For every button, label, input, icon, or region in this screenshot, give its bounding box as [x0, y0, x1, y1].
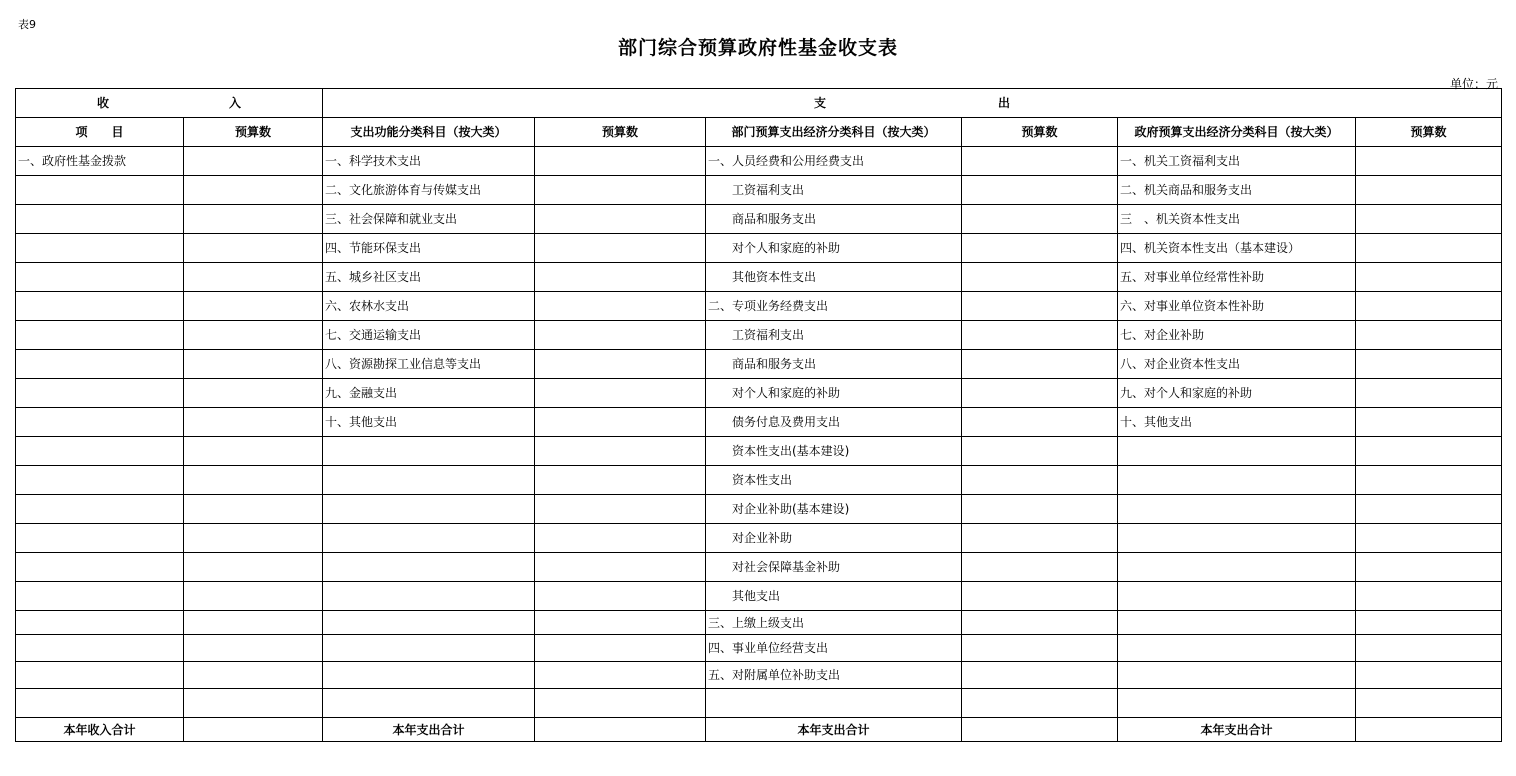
dept-econ-class-cell: 商品和服务支出: [706, 350, 962, 379]
function-budget-cell: [535, 582, 706, 611]
col-header-gov-econ-class: 政府预算支出经济分类科目（按大类）: [1118, 118, 1356, 147]
table-row: [16, 263, 1502, 292]
income-budget-cell: [184, 553, 323, 582]
gov-budget-cell: [1356, 582, 1502, 611]
function-class-cell: [323, 466, 535, 495]
income-item-cell: [16, 437, 184, 466]
income-item-cell: [16, 553, 184, 582]
income-item-cell: [16, 689, 184, 718]
function-class-cell: [323, 582, 535, 611]
expense-header-char-2: 出: [998, 96, 1011, 110]
table-row: [16, 350, 1502, 379]
function-budget-cell: [535, 263, 706, 292]
dept-budget-cell: [962, 321, 1118, 350]
gov-budget-cell: [1356, 495, 1502, 524]
income-item-cell: [16, 495, 184, 524]
income-item-cell: [16, 524, 184, 553]
function-budget-cell: [535, 147, 706, 176]
function-class-cell: [323, 689, 535, 718]
function-budget-cell: [535, 635, 706, 662]
dept-budget-cell: [962, 263, 1118, 292]
income-budget-cell: [184, 176, 323, 205]
gov-econ-class-cell: [1118, 524, 1356, 553]
gov-budget-cell: [1356, 611, 1502, 635]
col-header-item: 项 目: [16, 118, 184, 147]
dept-econ-class-cell: 四、事业单位经营支出: [706, 635, 962, 662]
income-budget-cell: [184, 466, 323, 495]
function-budget-cell: [535, 495, 706, 524]
income-item-cell: [16, 350, 184, 379]
income-budget-cell: [184, 234, 323, 263]
dept-budget-cell: [962, 147, 1118, 176]
gov-econ-class-cell: 四、机关资本性支出（基本建设）: [1118, 234, 1356, 263]
income-total-value: [184, 718, 323, 742]
dept-total-value: [962, 718, 1118, 742]
dept-econ-class-cell: 对个人和家庭的补助: [706, 379, 962, 408]
function-budget-cell: [535, 234, 706, 263]
function-class-cell: [323, 495, 535, 524]
income-budget-cell: [184, 321, 323, 350]
dept-econ-class-cell: 资本性支出(基本建设): [706, 437, 962, 466]
income-item-cell: [16, 466, 184, 495]
table-row: [16, 292, 1502, 321]
table-row: [16, 408, 1502, 437]
col-header-budget-income: 预算数: [184, 118, 323, 147]
function-total-value: [535, 718, 706, 742]
gov-budget-cell: [1356, 263, 1502, 292]
dept-budget-cell: [962, 524, 1118, 553]
function-class-cell: [323, 553, 535, 582]
table-row: [16, 582, 1502, 611]
gov-budget-cell: [1356, 205, 1502, 234]
dept-budget-cell: [962, 553, 1118, 582]
budget-table: [15, 88, 1502, 742]
income-budget-cell: [184, 662, 323, 689]
dept-econ-class-cell: 一、人员经费和公用经费支出: [706, 147, 962, 176]
function-class-cell: [323, 437, 535, 466]
income-item-cell: [16, 582, 184, 611]
table-row: [16, 635, 1502, 662]
dept-econ-class-cell: 其他资本性支出: [706, 263, 962, 292]
dept-budget-cell: [962, 176, 1118, 205]
gov-econ-class-cell: 二、机关商品和服务支出: [1118, 176, 1356, 205]
function-budget-cell: [535, 321, 706, 350]
table-row: [16, 176, 1502, 205]
dept-budget-cell: [962, 205, 1118, 234]
function-class-cell: 一、科学技术支出: [323, 147, 535, 176]
gov-budget-cell: [1356, 321, 1502, 350]
dept-total-label: 本年支出合计: [706, 718, 962, 742]
function-class-cell: [323, 662, 535, 689]
dept-budget-cell: [962, 379, 1118, 408]
income-budget-cell: [184, 524, 323, 553]
dept-budget-cell: [962, 662, 1118, 689]
gov-total-label: 本年支出合计: [1118, 718, 1356, 742]
income-item-cell: [16, 234, 184, 263]
gov-budget-cell: [1356, 408, 1502, 437]
income-budget-cell: [184, 635, 323, 662]
function-budget-cell: [535, 292, 706, 321]
income-budget-cell: [184, 350, 323, 379]
function-budget-cell: [535, 553, 706, 582]
dept-budget-cell: [962, 234, 1118, 263]
col-header-budget-function: 预算数: [535, 118, 706, 147]
function-budget-cell: [535, 176, 706, 205]
gov-budget-cell: [1356, 524, 1502, 553]
col-header-budget-dept: 预算数: [962, 118, 1118, 147]
gov-econ-class-cell: [1118, 635, 1356, 662]
income-budget-cell: [184, 495, 323, 524]
dept-budget-cell: [962, 437, 1118, 466]
function-class-cell: 三、社会保障和就业支出: [323, 205, 535, 234]
gov-econ-class-cell: [1118, 611, 1356, 635]
gov-econ-class-cell: 三 、机关资本性支出: [1118, 205, 1356, 234]
expense-group-header: [323, 89, 1502, 118]
income-item-cell: [16, 176, 184, 205]
gov-budget-cell: [1356, 553, 1502, 582]
function-budget-cell: [535, 611, 706, 635]
dept-econ-class-cell: 对社会保障基金补助: [706, 553, 962, 582]
dept-budget-cell: [962, 408, 1118, 437]
income-header-char-1: 收: [96, 96, 109, 110]
income-budget-cell: [184, 205, 323, 234]
dept-econ-class-cell: 三、上缴上级支出: [706, 611, 962, 635]
income-budget-cell: [184, 263, 323, 292]
income-budget-cell: [184, 611, 323, 635]
function-class-cell: 五、城乡社区支出: [323, 263, 535, 292]
gov-econ-class-cell: [1118, 553, 1356, 582]
gov-econ-class-cell: 一、机关工资福利支出: [1118, 147, 1356, 176]
dept-budget-cell: [962, 635, 1118, 662]
gov-econ-class-cell: 六、对事业单位资本性补助: [1118, 292, 1356, 321]
gov-budget-cell: [1356, 662, 1502, 689]
gov-budget-cell: [1356, 437, 1502, 466]
function-class-cell: 七、交通运输支出: [323, 321, 535, 350]
function-class-cell: [323, 611, 535, 635]
table-row: [16, 611, 1502, 635]
dept-budget-cell: [962, 582, 1118, 611]
function-budget-cell: [535, 408, 706, 437]
dept-econ-class-cell: 资本性支出: [706, 466, 962, 495]
gov-econ-class-cell: [1118, 466, 1356, 495]
dept-econ-class-cell: 工资福利支出: [706, 176, 962, 205]
table-row: [16, 321, 1502, 350]
income-budget-cell: [184, 292, 323, 321]
gov-econ-class-cell: 五、对事业单位经常性补助: [1118, 263, 1356, 292]
gov-budget-cell: [1356, 379, 1502, 408]
gov-econ-class-cell: [1118, 662, 1356, 689]
col-header-function-class: 支出功能分类科目（按大类）: [323, 118, 535, 147]
table-row: [16, 379, 1502, 408]
gov-budget-cell: [1356, 176, 1502, 205]
income-budget-cell: [184, 379, 323, 408]
income-total-label: 本年收入合计: [16, 718, 184, 742]
dept-econ-class-cell: 债务付息及费用支出: [706, 408, 962, 437]
dept-econ-class-cell: 其他支出: [706, 582, 962, 611]
function-budget-cell: [535, 662, 706, 689]
table-row: [16, 205, 1502, 234]
income-budget-cell: [184, 408, 323, 437]
gov-econ-class-cell: 七、对企业补助: [1118, 321, 1356, 350]
function-class-cell: 六、农林水支出: [323, 292, 535, 321]
table-row: [16, 689, 1502, 718]
income-item-cell: [16, 292, 184, 321]
dept-econ-class-cell: 对企业补助: [706, 524, 962, 553]
income-item-cell: [16, 611, 184, 635]
income-budget-cell: [184, 147, 323, 176]
table-row: [16, 553, 1502, 582]
page-title: 部门综合预算政府性基金收支表: [617, 37, 898, 59]
income-item-cell: [16, 379, 184, 408]
gov-econ-class-cell: 九、对个人和家庭的补助: [1118, 379, 1356, 408]
table-number: 表9: [18, 18, 36, 31]
dept-budget-cell: [962, 611, 1118, 635]
dept-econ-class-cell: [706, 689, 962, 718]
gov-econ-class-cell: 八、对企业资本性支出: [1118, 350, 1356, 379]
income-budget-cell: [184, 689, 323, 718]
dept-budget-cell: [962, 495, 1118, 524]
income-header-char-2: 入: [229, 96, 242, 110]
unit-label: 单位：元: [1449, 77, 1498, 91]
group-header-row: [16, 89, 1502, 118]
function-budget-cell: [535, 350, 706, 379]
gov-total-value: [1356, 718, 1502, 742]
dept-budget-cell: [962, 466, 1118, 495]
function-class-cell: 四、节能环保支出: [323, 234, 535, 263]
function-total-label: 本年支出合计: [323, 718, 535, 742]
dept-budget-cell: [962, 689, 1118, 718]
table-row: [16, 437, 1502, 466]
col-header-budget-gov: 预算数: [1356, 118, 1502, 147]
function-budget-cell: [535, 437, 706, 466]
income-item-cell: [16, 263, 184, 292]
gov-budget-cell: [1356, 350, 1502, 379]
table-row: [16, 466, 1502, 495]
income-item-cell: [16, 635, 184, 662]
expense-header-char-1: 支: [814, 96, 827, 110]
dept-budget-cell: [962, 350, 1118, 379]
function-class-cell: 九、金融支出: [323, 379, 535, 408]
table-row: [16, 495, 1502, 524]
function-budget-cell: [535, 379, 706, 408]
function-budget-cell: [535, 205, 706, 234]
gov-econ-class-cell: [1118, 582, 1356, 611]
totals-row: [16, 718, 1502, 742]
function-class-cell: 十、其他支出: [323, 408, 535, 437]
gov-budget-cell: [1356, 466, 1502, 495]
function-budget-cell: [535, 466, 706, 495]
dept-budget-cell: [962, 292, 1118, 321]
gov-budget-cell: [1356, 147, 1502, 176]
gov-budget-cell: [1356, 234, 1502, 263]
gov-econ-class-cell: [1118, 495, 1356, 524]
income-budget-cell: [184, 437, 323, 466]
income-budget-cell: [184, 582, 323, 611]
table-row: [16, 524, 1502, 553]
function-class-cell: [323, 524, 535, 553]
dept-econ-class-cell: 二、专项业务经费支出: [706, 292, 962, 321]
dept-econ-class-cell: 五、对附属单位补助支出: [706, 662, 962, 689]
gov-budget-cell: [1356, 292, 1502, 321]
column-header-row: [16, 118, 1502, 147]
gov-econ-class-cell: 十、其他支出: [1118, 408, 1356, 437]
gov-budget-cell: [1356, 689, 1502, 718]
income-item-cell: 一、政府性基金拨款: [16, 147, 184, 176]
function-class-cell: 二、文化旅游体育与传媒支出: [323, 176, 535, 205]
income-item-cell: [16, 205, 184, 234]
income-group-header: [16, 89, 323, 118]
dept-econ-class-cell: 对企业补助(基本建设): [706, 495, 962, 524]
col-header-dept-econ-class: 部门预算支出经济分类科目（按大类）: [706, 118, 962, 147]
function-class-cell: [323, 635, 535, 662]
income-item-cell: [16, 321, 184, 350]
income-item-cell: [16, 408, 184, 437]
gov-budget-cell: [1356, 635, 1502, 662]
function-budget-cell: [535, 689, 706, 718]
dept-econ-class-cell: 工资福利支出: [706, 321, 962, 350]
gov-econ-class-cell: [1118, 689, 1356, 718]
dept-econ-class-cell: 对个人和家庭的补助: [706, 234, 962, 263]
function-class-cell: 八、资源勘探工业信息等支出: [323, 350, 535, 379]
table-row: [16, 234, 1502, 263]
income-item-cell: [16, 662, 184, 689]
table-row: [16, 147, 1502, 176]
function-budget-cell: [535, 524, 706, 553]
gov-econ-class-cell: [1118, 437, 1356, 466]
table-row: [16, 662, 1502, 689]
dept-econ-class-cell: 商品和服务支出: [706, 205, 962, 234]
